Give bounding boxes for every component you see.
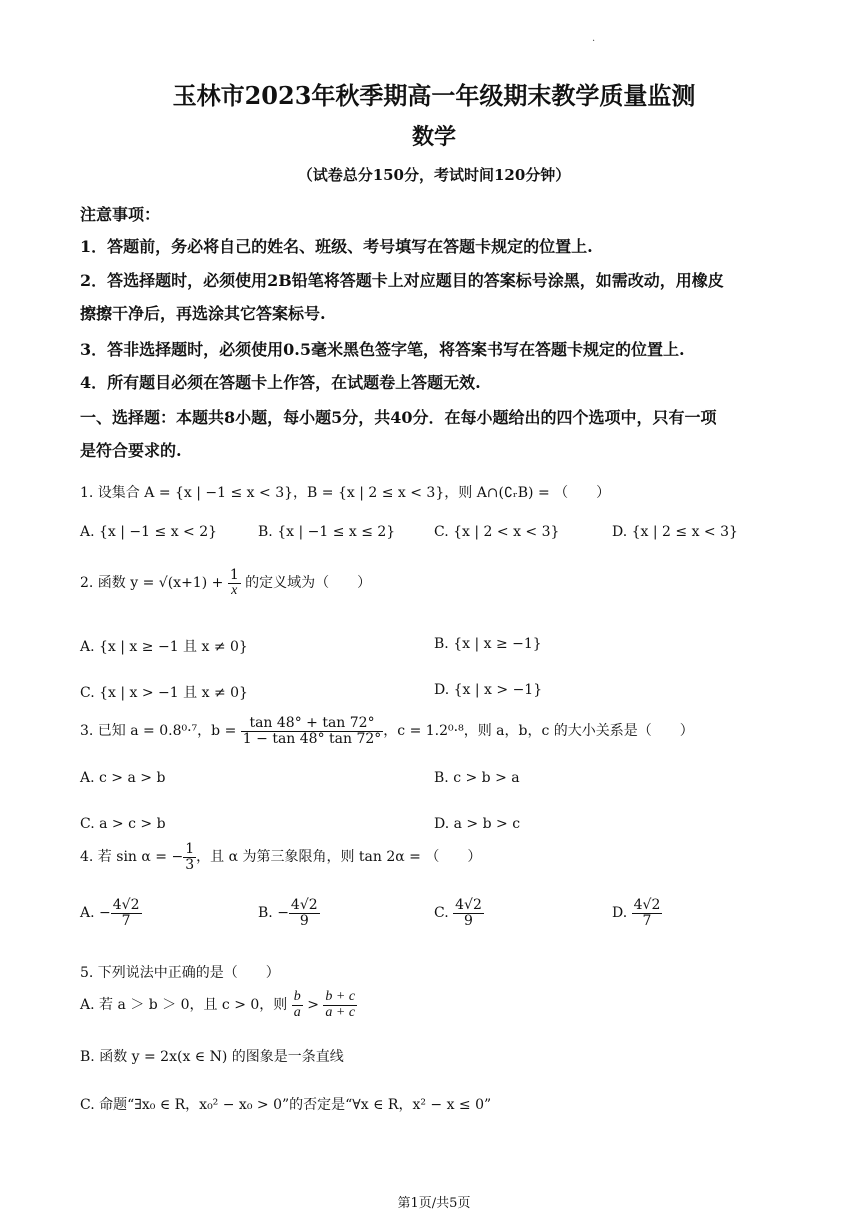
q4-option-a-label: A. − bbox=[80, 905, 111, 922]
exam-info: （试卷总分150分，考试时间120分钟） bbox=[297, 166, 571, 184]
q2-option-c: C. {x | x > −1 且 x ≠ 0} bbox=[80, 685, 248, 701]
q1-option-a: A. {x | −1 ≤ x < 2} bbox=[80, 524, 218, 540]
q4-option-d-label: D. bbox=[612, 905, 632, 922]
q3-frac-den: 1 − tan 48° tan 72° bbox=[242, 730, 382, 747]
q4-option-c-den: 9 bbox=[464, 912, 473, 929]
q2-option-d: D. {x | x > −1} bbox=[434, 682, 543, 698]
q5-option-a-frac1-num: b bbox=[293, 989, 301, 1004]
note-item-3: 3．答非选择题时，必须使用0.5毫米黑色签字笔，将答案书写在答题卡规定的位置上. bbox=[80, 340, 685, 359]
q1-option-c: C. {x | 2 < x < 3} bbox=[434, 524, 560, 540]
q4-option-b bbox=[258, 898, 320, 928]
q3-stem-post: ，c = 1.2⁰·⁸，则 a，b，c 的大小关系是（ ） bbox=[383, 723, 694, 740]
note-item-4: 4．所有题目必须在答题卡上作答，在试题卷上答题无效. bbox=[80, 373, 481, 392]
q2-frac-num: 1 bbox=[229, 567, 239, 583]
q4-stem bbox=[80, 842, 481, 872]
q4-option-a-den: 7 bbox=[121, 912, 131, 929]
q4-stem-post: ，且 α 为第三象限角，则 tan 2α = （ ） bbox=[196, 849, 482, 866]
q4-frac-den: 3 bbox=[185, 856, 195, 873]
q5-option-a-frac1-den: a bbox=[293, 1004, 301, 1020]
q4-option-d bbox=[612, 898, 662, 928]
q3-fraction bbox=[241, 716, 384, 746]
q2-fraction bbox=[228, 568, 241, 598]
scan-mark: · bbox=[592, 36, 596, 47]
q1-stem: 1. 设集合 A = {x | −1 ≤ x < 3}，B = {x | 2 ≤ x < 3}，则 A∩(∁ᵣB) = （ ） bbox=[80, 485, 611, 501]
note-item-2-cont: 擦擦干净后，再选涂其它答案标号. bbox=[80, 304, 326, 323]
q5-option-a-frac2 bbox=[323, 990, 357, 1020]
q2-option-a: A. {x | x ≥ −1 且 x ≠ 0} bbox=[80, 639, 248, 655]
q5-option-a-frac2-den: a + c bbox=[325, 1004, 356, 1020]
q4-option-b-num: 4√2 bbox=[290, 897, 318, 913]
q4-option-c bbox=[434, 898, 484, 928]
q4-stem-pre: 4. 若 sin α = − bbox=[80, 849, 184, 866]
q1-option-b: B. {x | −1 ≤ x ≤ 2} bbox=[258, 524, 396, 540]
page-footer: 第1页/共5页 bbox=[397, 1196, 471, 1211]
q3-stem-pre: 3. 已知 a = 0.8⁰·⁷，b = bbox=[80, 723, 241, 740]
note-item-1: 1．答题前，务必将自己的姓名、班级、考号填写在答题卡规定的位置上. bbox=[80, 237, 593, 256]
q2-stem-post: 的定义域为（ ） bbox=[240, 575, 372, 592]
q4-option-c-frac bbox=[453, 898, 484, 928]
q4-option-c-num: 4√2 bbox=[455, 897, 482, 913]
q5-option-a-pre: A. 若 a ＞ b ＞ 0，且 c > 0，则 bbox=[80, 997, 292, 1014]
q4-option-a bbox=[80, 898, 142, 928]
q1-option-d: D. {x | 2 ≤ x < 3} bbox=[612, 524, 738, 540]
q5-option-a-gt: > bbox=[302, 997, 324, 1014]
q4-option-a-num: 4√2 bbox=[112, 897, 140, 913]
q4-option-a-frac bbox=[111, 898, 142, 928]
q3-option-a: A. c > a > b bbox=[80, 770, 166, 786]
q2-stem bbox=[80, 568, 371, 598]
q4-option-d-den: 7 bbox=[642, 912, 652, 929]
subject-title: 数学 bbox=[411, 124, 456, 150]
q4-frac-num: 1 bbox=[185, 841, 195, 857]
q4-option-b-den: 9 bbox=[299, 912, 309, 929]
q2-option-b: B. {x | x ≥ −1} bbox=[434, 636, 542, 652]
q4-option-b-label: B. − bbox=[258, 905, 289, 922]
note-item-2: 2．答选择题时，必须使用2B铅笔将答题卡上对应题目的答案标号涂黑，如需改动，用橡皮 bbox=[80, 271, 724, 290]
q3-option-d: D. a > b > c bbox=[434, 816, 521, 832]
q4-option-c-label: C. bbox=[434, 905, 454, 922]
q5-stem: 5. 下列说法中正确的是（ ） bbox=[80, 965, 280, 981]
q3-option-c: C. a > c > b bbox=[80, 816, 166, 832]
q5-option-a-frac2-num: b + c bbox=[325, 989, 356, 1004]
q3-stem bbox=[80, 716, 694, 746]
q5-option-b: B. 函数 y = 2x(x ∈ N) 的图象是一条直线 bbox=[80, 1049, 344, 1065]
q5-option-a bbox=[80, 990, 357, 1020]
q2-frac-den: x bbox=[231, 582, 238, 598]
notes-heading: 注意事项： bbox=[80, 205, 161, 224]
q4-option-d-frac bbox=[632, 898, 663, 928]
q5-option-a-frac1 bbox=[292, 990, 303, 1020]
q3-option-b: B. c > b > a bbox=[434, 770, 520, 786]
q3-frac-num: tan 48° + tan 72° bbox=[241, 716, 384, 732]
q4-fraction bbox=[183, 842, 196, 872]
q2-stem-pre: 2. 函数 y = √(x+1) + bbox=[80, 575, 228, 592]
q4-option-b-frac bbox=[289, 898, 320, 928]
exam-title: 玉林市2023年秋季期高一年级期末教学质量监测 bbox=[172, 81, 696, 110]
q4-option-d-num: 4√2 bbox=[633, 897, 661, 913]
section-heading: 一、选择题：本题共8小题，每小题5分，共40分．在每小题给出的四个选项中，只有一项 bbox=[80, 408, 717, 427]
q5-option-c: C. 命题“∃x₀ ∈ R，x₀² − x₀ > 0”的否定是“∀x ∈ R，x² − x ≤ 0” bbox=[80, 1097, 492, 1113]
section-heading-cont: 是符合要求的. bbox=[80, 441, 182, 460]
